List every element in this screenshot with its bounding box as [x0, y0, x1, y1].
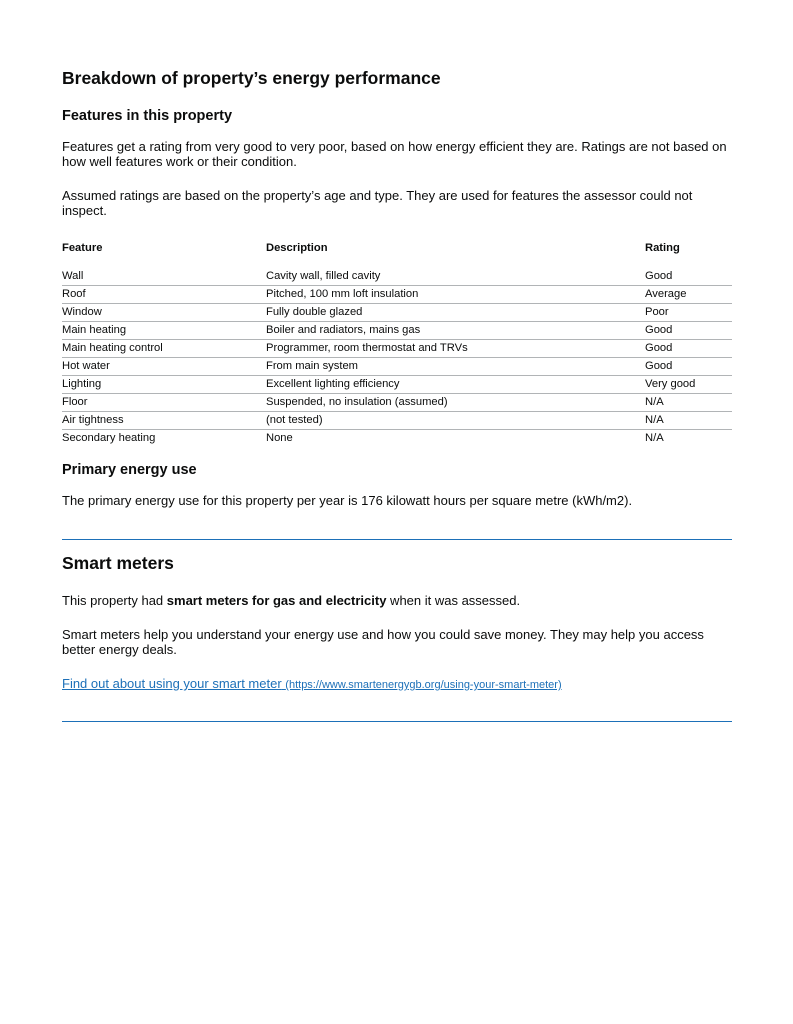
section-divider-bottom	[62, 721, 732, 722]
cell-feature: Main heating	[62, 324, 127, 336]
cell-feature: Lighting	[62, 378, 102, 390]
cell-description: None	[266, 432, 293, 444]
cell-feature: Air tightness	[62, 414, 124, 426]
cell-rating: Good	[645, 360, 673, 372]
smart-meter-link-text: Find out about using your smart meter	[62, 676, 282, 691]
column-header-rating: Rating	[645, 242, 680, 254]
table-row	[62, 430, 732, 448]
cell-description: Programmer, room thermostat and TRVs	[266, 342, 468, 354]
cell-rating: Good	[645, 270, 673, 282]
cell-description: Suspended, no insulation (assumed)	[266, 396, 448, 408]
features-table	[62, 242, 732, 447]
table-row	[62, 340, 732, 358]
assumed-ratings-paragraph: Assumed ratings are based on the property’s age and type. They are used for features the assessor could not inspect.	[62, 188, 693, 218]
cell-description: Cavity wall, filled cavity	[266, 270, 381, 282]
cell-feature: Hot water	[62, 360, 110, 372]
cell-feature: Floor	[62, 396, 88, 408]
table-row	[62, 394, 732, 412]
cell-feature: Main heating control	[62, 342, 163, 354]
cell-rating: Good	[645, 324, 673, 336]
smart-meter-link-paragraph	[62, 676, 732, 693]
features-heading: Features in this property	[62, 108, 233, 124]
cell-feature: Wall	[62, 270, 84, 282]
smart-meter-link[interactable]	[62, 676, 562, 691]
table-row	[62, 322, 732, 340]
cell-description: Fully double glazed	[266, 306, 363, 318]
table-row	[62, 412, 732, 430]
column-header-description: Description	[266, 242, 328, 254]
table-row	[62, 268, 732, 286]
cell-rating: N/A	[645, 414, 664, 426]
cell-feature: Secondary heating	[62, 432, 156, 444]
cell-description: From main system	[266, 360, 358, 372]
features-intro-paragraph: Features get a rating from very good to very poor, based on how energy efficient they are. Ratings are not based on how well features work or their condition.	[62, 139, 727, 169]
smart-meters-help-text: Smart meters help you understand your energy use and how you could save money. They may help you access better energy deals.	[62, 627, 704, 657]
smart-meters-text-after: when it was assessed.	[386, 593, 521, 608]
cell-rating: N/A	[645, 396, 664, 408]
table-body	[62, 268, 732, 447]
page-title: Breakdown of property’s energy performance	[62, 68, 441, 88]
smart-meters-text-bold: smart meters for gas and electricity	[166, 593, 387, 608]
table-row	[62, 304, 732, 322]
smart-meters-text-before: This property had	[62, 593, 167, 608]
cell-rating: Very good	[645, 378, 696, 390]
table-row	[62, 358, 732, 376]
smart-meters-status-text	[62, 593, 732, 608]
column-header-feature: Feature	[62, 242, 103, 254]
primary-energy-heading: Primary energy use	[62, 462, 197, 478]
section-divider	[62, 539, 732, 540]
cell-description: Excellent lighting efficiency	[266, 378, 400, 390]
smart-meter-link-url: (https://www.smartenergygb.org/using-your-smart-meter)	[285, 679, 562, 691]
cell-description: (not tested)	[266, 414, 323, 426]
table-row	[62, 286, 732, 304]
cell-rating: Average	[645, 288, 687, 300]
table-row	[62, 376, 732, 394]
cell-feature: Window	[62, 306, 102, 318]
cell-description: Boiler and radiators, mains gas	[266, 324, 421, 336]
cell-description: Pitched, 100 mm loft insulation	[266, 288, 419, 300]
primary-energy-text: The primary energy use for this property per year is 176 kilowatt hours per square metre (kWh/m2).	[62, 493, 633, 508]
cell-rating: Poor	[645, 306, 669, 318]
cell-feature: Roof	[62, 288, 86, 300]
cell-rating: Good	[645, 342, 673, 354]
smart-meters-heading: Smart meters	[62, 553, 174, 573]
cell-rating: N/A	[645, 432, 664, 444]
table-header-row	[62, 242, 732, 268]
